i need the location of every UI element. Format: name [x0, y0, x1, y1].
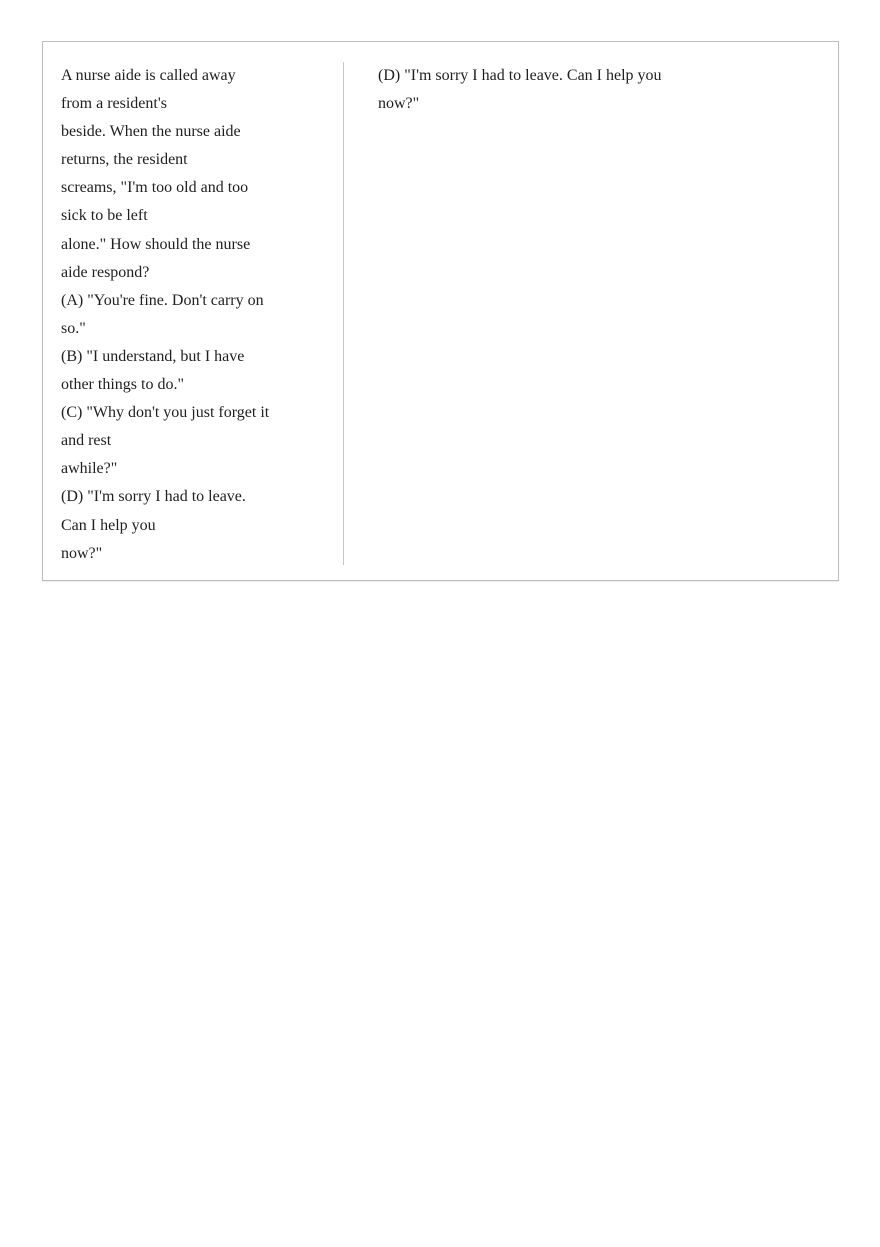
question-card [42, 41, 839, 581]
question-stem-line: aide respond? [61, 263, 150, 281]
column-divider [343, 62, 344, 565]
question-stem-line: beside. When the nurse aide [61, 123, 241, 141]
question-stem-line: sick to be left [61, 207, 148, 225]
option-c-line: and rest [61, 432, 112, 450]
question-stem-line: alone." How should the nurse [61, 235, 251, 253]
option-a-line: (A) "You're fine. Don't carry on [61, 291, 264, 309]
option-d [61, 483, 323, 567]
question-stem-line: from a resident's [61, 95, 167, 113]
option-b-line: other things to do." [61, 376, 184, 394]
question-stem-line: returns, the resident [61, 151, 188, 169]
answer-line: now?" [378, 95, 420, 113]
question-stem-line: A nurse aide is called away [61, 67, 236, 84]
option-d-line: (D) "I'm sorry I had to leave. [61, 488, 246, 506]
option-b [61, 343, 323, 399]
option-c-line: (C) "Why don't you just forget it [61, 404, 270, 422]
question-stem-line: screams, "I'm too old and too [61, 179, 249, 197]
question-stem [61, 62, 323, 287]
option-b-line: (B) "I understand, but I have [61, 347, 245, 365]
option-c [61, 399, 323, 483]
option-a-line: so." [61, 319, 86, 337]
answer-column [378, 62, 708, 118]
option-d-line: Can I help you [61, 516, 156, 534]
option-a [61, 287, 323, 343]
option-d-line: now?" [61, 544, 103, 562]
option-c-line: awhile?" [61, 460, 118, 478]
answer-line: (D) "I'm sorry I had to leave. Can I help you [378, 67, 662, 84]
question-column [61, 62, 323, 568]
